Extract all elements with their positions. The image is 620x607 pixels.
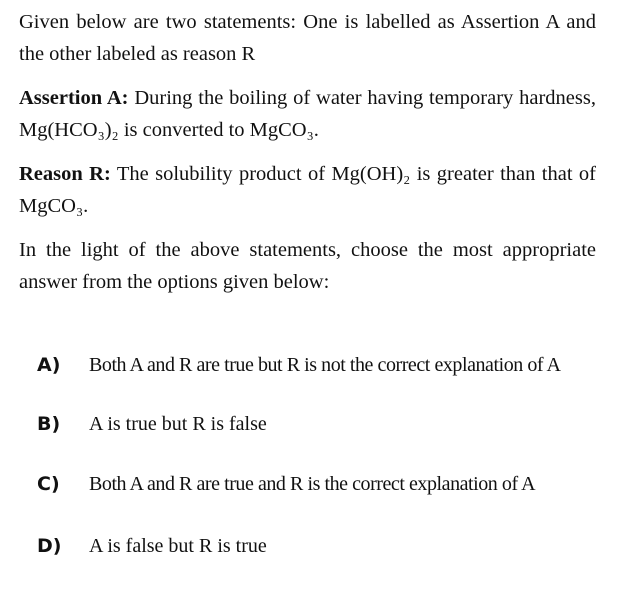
option-c-text: Both A and R are true and R is the correct explanation of A bbox=[89, 473, 536, 495]
option-d-text: A is false but R is true bbox=[89, 535, 267, 557]
option-c[interactable] bbox=[37, 473, 535, 496]
option-b-text: A is true but R is false bbox=[89, 413, 267, 435]
assertion-label: Assertion A: bbox=[19, 87, 129, 109]
option-a-text: Both A and R are true but R is not the correct explanation of A bbox=[89, 354, 561, 376]
option-d[interactable] bbox=[37, 535, 267, 558]
answer-options bbox=[37, 0, 607, 607]
option-b[interactable] bbox=[37, 413, 267, 436]
intro-text: Given below are two statements: One is labelled as Assertion A and the other labeled as reason R bbox=[19, 11, 596, 65]
assertion-text: During the boiling of water having temporary hardness, Mg(HCO₃)₂ is converted to MgCO₃. bbox=[19, 87, 596, 141]
option-b-letter: B) bbox=[37, 413, 61, 435]
reason-text: The solubility product of Mg(OH)₂ is greater than that of MgCO₃. bbox=[19, 163, 596, 217]
option-c-letter: C) bbox=[37, 473, 60, 495]
option-d-letter: D) bbox=[37, 535, 62, 557]
option-a[interactable] bbox=[37, 354, 561, 377]
instruction-text: In the light of the above statements, choose the most appropriate answer from the options given below: bbox=[19, 239, 596, 293]
reason-label: Reason R: bbox=[19, 163, 111, 185]
option-a-letter: A) bbox=[37, 354, 61, 376]
